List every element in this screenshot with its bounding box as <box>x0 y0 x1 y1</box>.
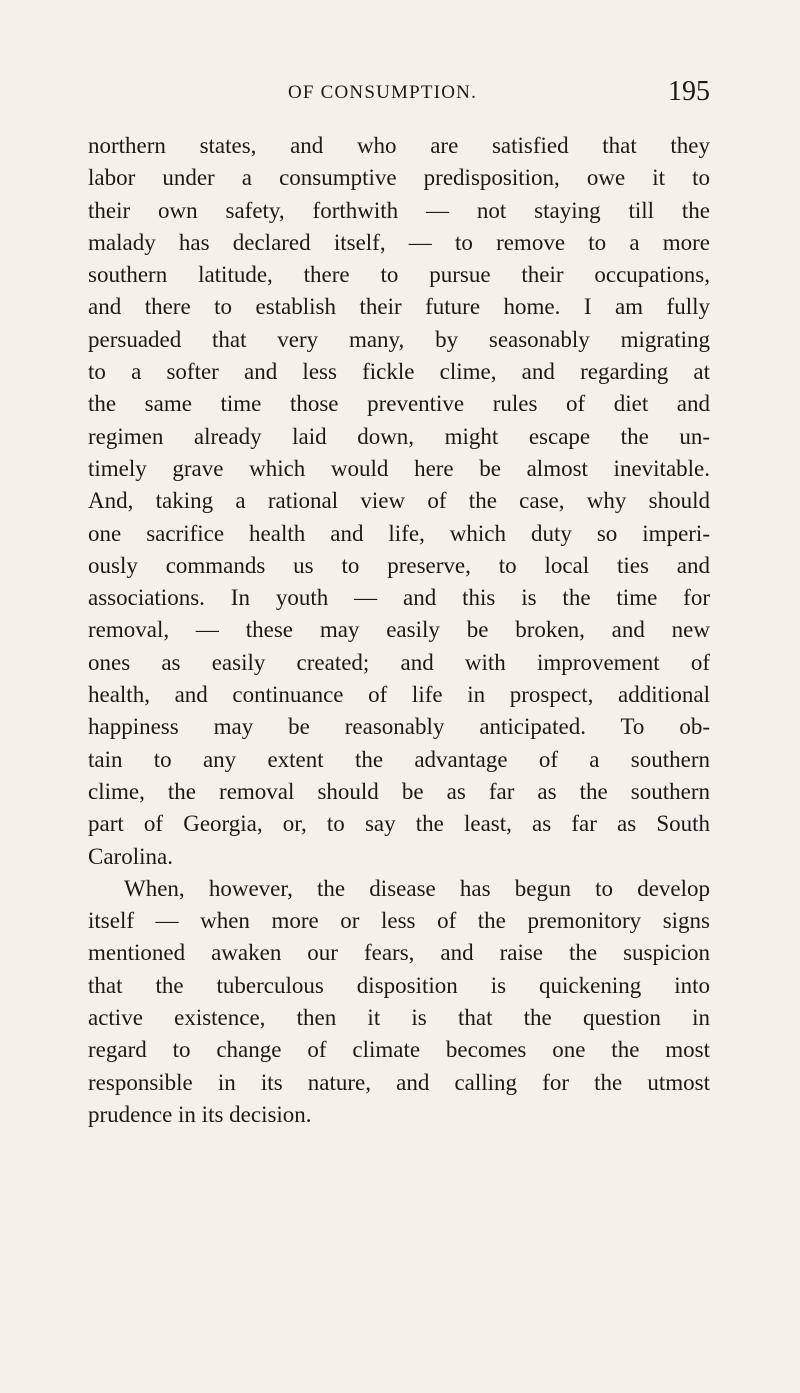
text-line: itself — when more or less of the premonitory signs <box>88 908 710 934</box>
text-line: mentioned awaken our fears, and raise the suspicion <box>88 940 710 966</box>
text-line: And, taking a rational view of the case, why should <box>88 488 710 514</box>
text-line: regard to change of climate becomes one the most <box>88 1037 710 1063</box>
paragraph-1 <box>88 130 710 873</box>
text-line: happiness may be reasonably anticipated. To ob- <box>88 714 710 740</box>
text-line: prudence in its decision. <box>88 1101 312 1127</box>
text-line: part of Georgia, or, to say the least, as far as South <box>88 811 710 837</box>
text-line: ones as easily created; and with improvement of <box>88 649 710 675</box>
text-line: malady has declared itself, — to remove to a more <box>88 229 710 255</box>
body-text <box>88 130 710 1131</box>
text-line: tain to any extent the advantage of a southern <box>88 746 710 772</box>
text-line: removal, — these may easily be broken, and new <box>88 617 710 643</box>
text-line: one sacrifice health and life, which duty so imperi- <box>88 520 710 546</box>
text-line: active existence, then it is that the question in <box>88 1005 710 1031</box>
text-line: When, however, the disease has begun to develop <box>124 875 710 901</box>
text-line: to a softer and less fickle clime, and regarding at <box>88 359 710 385</box>
text-line: associations. In youth — and this is the time for <box>88 585 710 611</box>
text-line: health, and continuance of life in prospect, additional <box>88 682 710 708</box>
text-line: Carolina. <box>88 843 173 869</box>
text-line: their own safety, forthwith — not staying till the <box>88 197 710 223</box>
text-line: timely grave which would here be almost inevitable. <box>88 455 710 481</box>
running-title: OF CONSUMPTION. <box>288 82 478 103</box>
running-head <box>88 78 710 112</box>
page-number: 195 <box>668 76 710 107</box>
text-line: that the tuberculous disposition is quickening into <box>88 972 710 998</box>
text-line: ously commands us to preserve, to local ties and <box>88 552 710 578</box>
text-line: southern latitude, there to pursue their occupations, <box>88 262 710 288</box>
text-line: and there to establish their future home. I am fully <box>88 294 710 320</box>
text-line: clime, the removal should be as far as the southern <box>88 778 710 804</box>
text-line: regimen already laid down, might escape the un- <box>88 423 710 449</box>
paragraph-2 <box>88 873 710 1131</box>
text-line: responsible in its nature, and calling for the utmost <box>88 1069 710 1095</box>
text-line: northern states, and who are satisfied that they <box>88 133 710 158</box>
text-line: labor under a consumptive predisposition, owe it to <box>88 165 710 191</box>
text-line: the same time those preventive rules of diet and <box>88 391 710 417</box>
text-line: persuaded that very many, by seasonably migrating <box>88 326 710 352</box>
